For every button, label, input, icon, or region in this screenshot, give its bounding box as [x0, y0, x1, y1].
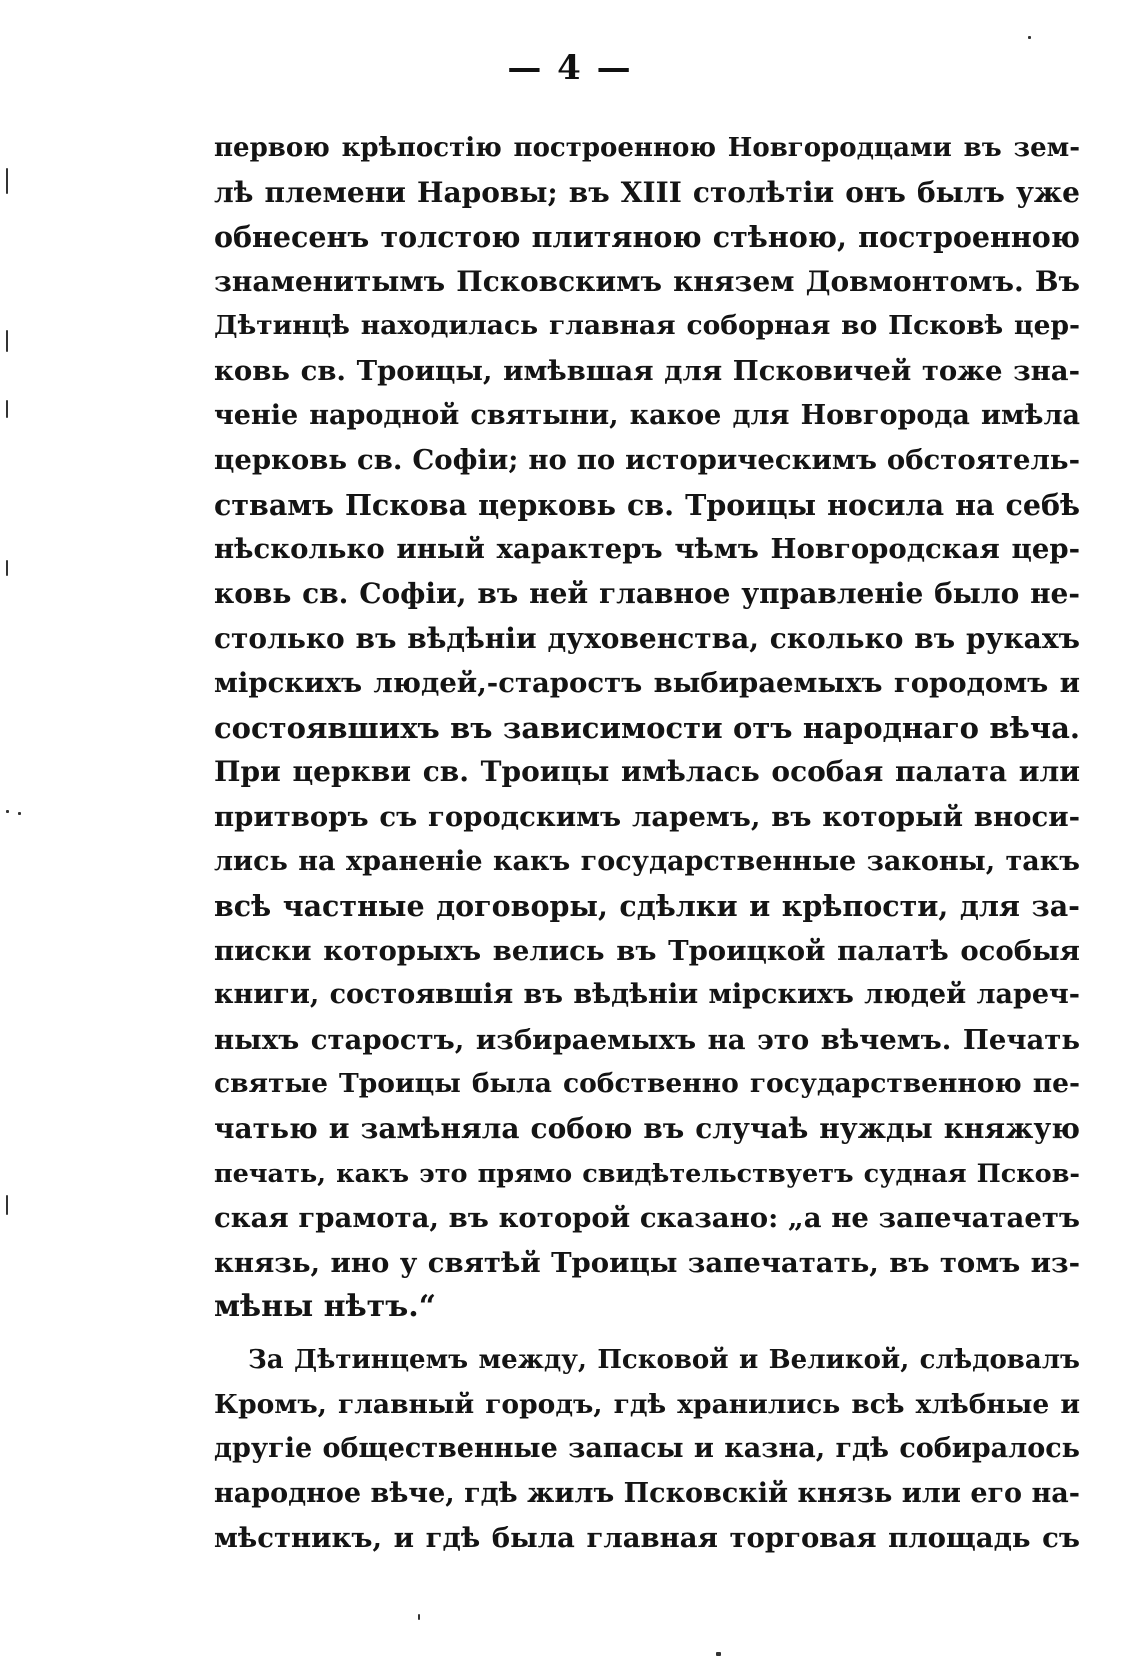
scan-speck — [6, 168, 8, 194]
text-line: Дѣтинцѣ находилась главная соборная во Псковѣ цер- — [214, 310, 1080, 342]
text-line: другіе общественные запасы и казна, гдѣ собиралось — [214, 1433, 1080, 1465]
text-line: чатью и замѣняла собою въ случаѣ нужды княжую — [214, 1112, 1080, 1146]
scan-speck — [6, 330, 8, 352]
scan-speck — [18, 812, 21, 815]
scan-speck — [6, 560, 8, 576]
text-line: всѣ частные договоры, сдѣлки и крѣпости, для за- — [214, 889, 1080, 924]
text-line: обнесенъ толстою плитяною стѣною, построенною — [214, 220, 1080, 255]
text-line: ская грамота, въ которой сказано: „а не запечатаетъ — [214, 1202, 1080, 1235]
text-line: книги, состоявшія въ вѣдѣніи мірскихъ людей лареч- — [214, 979, 1080, 1011]
text-line: святые Троицы была собственно государственною пе- — [214, 1068, 1080, 1100]
scan-speck — [6, 1195, 8, 1215]
text-line: притворъ съ городскимъ ларемъ, въ который вноси- — [214, 800, 1080, 833]
text-line: лѣ племени Наровы; въ XIII столѣтіи онъ былъ уже — [214, 175, 1080, 209]
text-line: ковь св. Софіи, въ ней главное управленіе было не- — [214, 576, 1080, 610]
text-line: первою крѣпостію построенною Новгородцами въ зем- — [214, 133, 1080, 163]
paragraph-2 — [214, 1338, 1080, 1561]
text-line: При церкви св. Троицы имѣлась особая палата или — [214, 755, 1080, 789]
scan-speck — [418, 1614, 420, 1620]
text-line: писки которыхъ велись въ Троицкой палатѣ особыя — [214, 934, 1080, 967]
scan-speck — [716, 1652, 721, 1656]
text-line: знаменитымъ Псковскимъ князем Довмонтомъ. Въ — [214, 264, 1080, 298]
text-line: ченіе народной святыни, какое для Новгорода имѣла — [214, 399, 1080, 431]
text-line: столько въ вѣдѣніи духовенства, сколько въ рукахъ — [214, 621, 1080, 655]
page-number: — 4 — — [507, 48, 633, 88]
text-line: Кромъ, главный городъ, гдѣ хранились всѣ хлѣбные и — [214, 1388, 1080, 1420]
text-line: состоявшихъ въ зависимости отъ народнаго вѣча. — [214, 710, 1080, 745]
text-line: лись на храненіе какъ государственные законы, такъ — [214, 845, 1080, 877]
text-line: мірскихъ людей,-старостъ выбираемыхъ городомъ и — [214, 667, 1080, 700]
text-line: народное вѣче, гдѣ жилъ Псковскій князь или его на- — [214, 1477, 1080, 1509]
text-line: церковь св. Софіи; но по историческимъ обстоятель- — [214, 444, 1080, 477]
scan-speck — [6, 400, 8, 418]
text-line: мѣстникъ, и гдѣ была главная торговая площадь съ — [214, 1522, 1080, 1555]
paragraph-1 — [214, 126, 1080, 1330]
scan-speck — [6, 810, 9, 813]
scan-speck — [1028, 36, 1031, 39]
text-line: нѣсколько иный характеръ чѣмъ Новгородская цер- — [214, 533, 1080, 566]
text-line: ковь св. Троицы, имѣвшая для Псковичей тоже зна- — [214, 354, 1080, 387]
text-line: мѣны нѣтъ.“ — [214, 1289, 436, 1325]
text-line: князь, ино у святѣй Троицы запечатать, въ томъ из- — [214, 1246, 1080, 1279]
text-line: За Дѣтинцемъ между, Псковой и Великой, слѣдовалъ — [248, 1345, 1080, 1376]
text-line: печать, какъ это прямо свидѣтельствуетъ судная Псков- — [214, 1158, 1080, 1189]
text-line: ныхъ старостъ, избираемыхъ на это вѣчемъ. Печать — [214, 1023, 1080, 1056]
text-line: ствамъ Пскова церковь св. Троицы носила на себѣ — [214, 487, 1080, 522]
body-text — [214, 126, 1080, 1561]
